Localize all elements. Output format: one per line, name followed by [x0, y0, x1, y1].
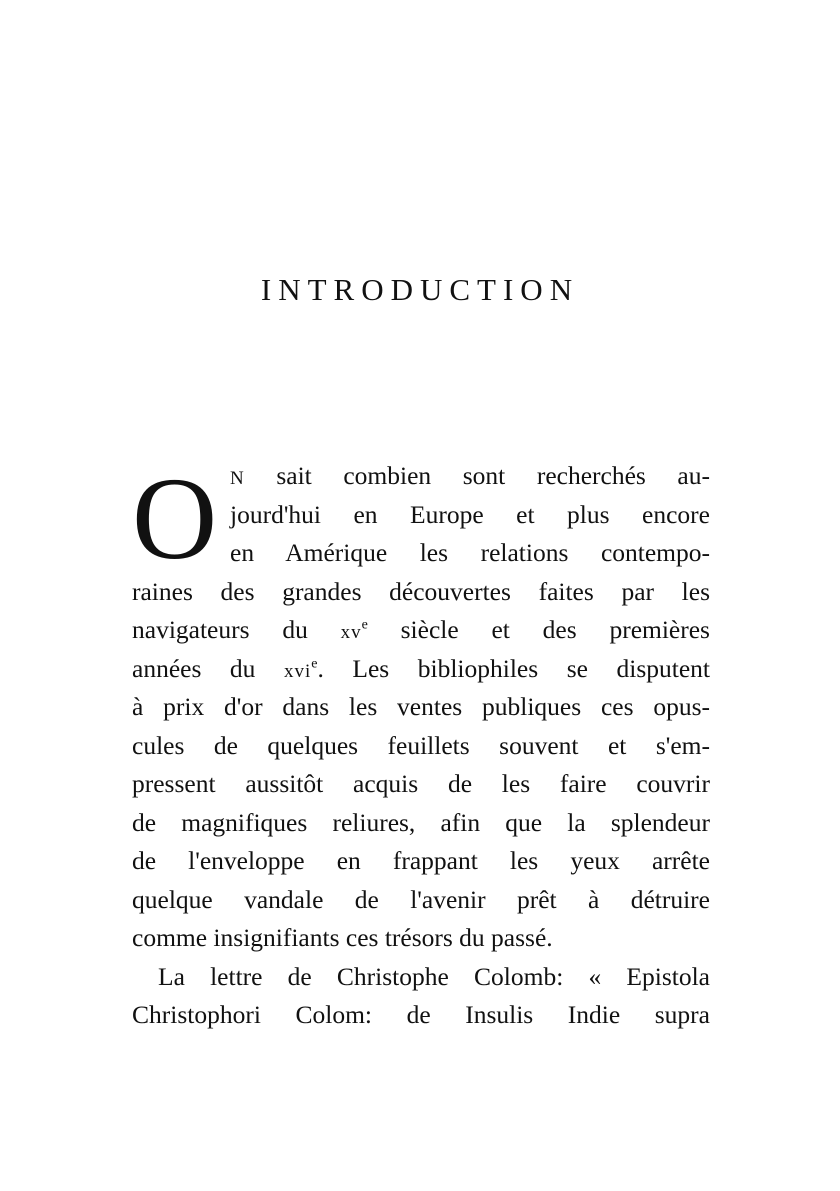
text-line: comme insignifiants ces trésors du passé. [132, 923, 553, 952]
century-numeral: xv [340, 622, 362, 643]
text-line: pressent aussitôt acquis de les faire couvrir [132, 769, 710, 798]
text-span: sait combien sont recherchés au- [244, 461, 710, 490]
text-line [132, 611, 710, 650]
paragraph-2 [132, 958, 710, 1035]
paragraph-1 [132, 453, 710, 958]
text-line: cules de quelques feuillets souvent et s'em- [132, 730, 710, 760]
text-span: années du [132, 653, 284, 683]
drop-cap: O [132, 453, 218, 584]
superscript: e [361, 617, 368, 633]
text-line [132, 650, 710, 689]
body-text [132, 453, 710, 1035]
text-line: quelque vandale de l'avenir prêt à détruire [132, 884, 710, 914]
text-line: en Amérique les relations contempo- [230, 538, 710, 567]
text-line: jourd'hui en Europe et plus encore [230, 499, 710, 529]
text-line: à prix d'or dans les ventes publiques ces opus- [132, 692, 710, 721]
century-numeral: xvi [283, 660, 312, 682]
page-title: INTRODUCTION [260, 272, 580, 307]
text-line: Christophori Colom: de Insulis Indie supra [132, 1000, 710, 1029]
text-line: raines des grandes découvertes faites par les [132, 576, 710, 606]
small-caps-letter: N [230, 468, 245, 489]
text-line: de magnifiques reliures, afin que la splendeur [132, 807, 710, 837]
text-line: de l'enveloppe en frappant les yeux arrête [132, 846, 710, 875]
text-span: siècle et des premières [367, 615, 710, 644]
superscript: e [311, 656, 318, 671]
text-span: navigateurs du [132, 615, 341, 644]
text-line: La lettre de Christophe Colomb: « Epistola [158, 961, 710, 991]
text-span: . Les bibliophiles se disputent [317, 653, 710, 683]
text-line [132, 457, 710, 496]
